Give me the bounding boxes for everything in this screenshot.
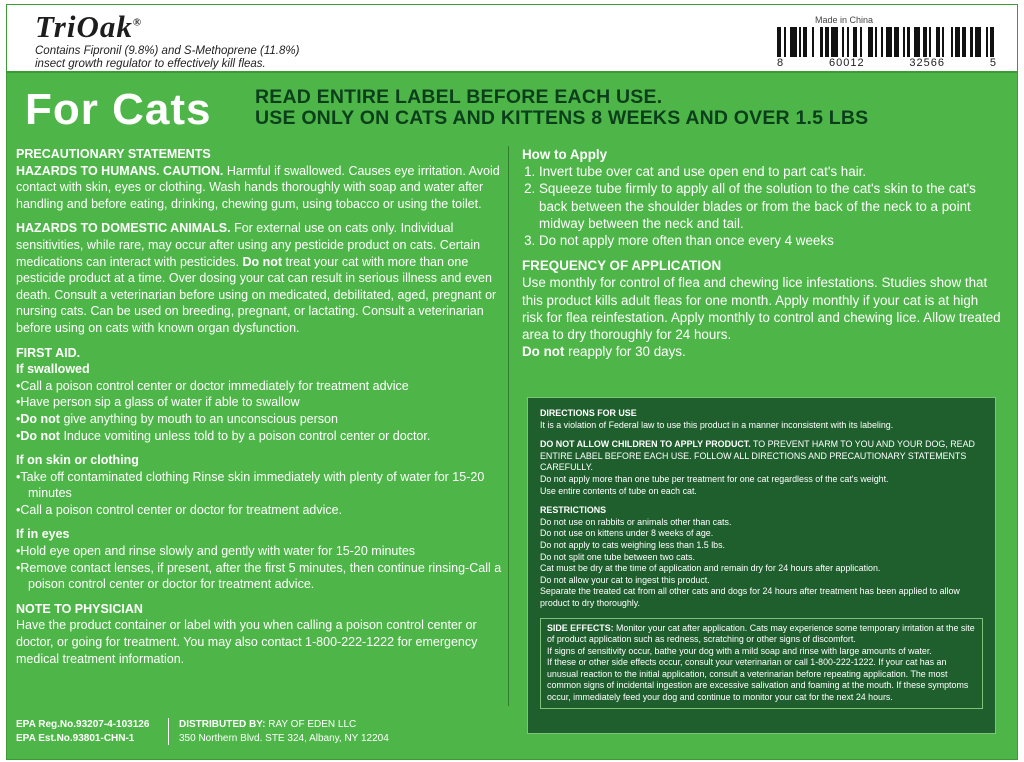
ingredients-statement <box>35 45 299 71</box>
precautionary-heading: PRECAUTIONARY STATEMENTS <box>16 147 211 161</box>
frequency-body: Use monthly for control of flea and chewing lice infestations. Studies show that this product kills adult fleas for one month. Apply monthly if your cat is at high risk for flea reinfestation. Apply monthly to control and chewing lice. Allow treated area to dry thoroughly for 24 hours. <box>522 275 1001 343</box>
if-in-eyes-heading: If in eyes <box>16 527 70 542</box>
hazards-animals-heading: HAZARDS TO DOMESTIC ANIMALS. <box>16 221 231 236</box>
barcode-digit-group: 5 <box>989 57 997 69</box>
list-item-text: Induce vomiting unless told to by a poison control center or doctor. <box>59 428 431 443</box>
hazards-animals <box>16 220 502 336</box>
brand-name: TriOak <box>35 9 133 44</box>
igr-line: insect growth regulator to effectively kill fleas. <box>35 58 266 70</box>
side-effects-box <box>540 618 983 709</box>
left-column <box>16 146 502 667</box>
for-cats-title: For Cats <box>25 85 212 134</box>
directions-heading: DIRECTIONS FOR USE <box>540 408 637 418</box>
restriction-item: Separate the treated cat from all other cats and dogs for 24 hours after treatment has been applied to allow product to dry thoroughly. <box>540 586 960 608</box>
note-to-physician-text: Have the product container or label with you when calling a poison control center or doctor, or going for treatment. You may also contact 1-800-222-1222 for emergency medical treatment information. <box>16 618 478 666</box>
hazards-animals-text: treat your cat with more than one pesticide product at a time. Over dosing your cat can result in serious illness and even death. Consult a veterinarian before using on medicated, debilitated, aged, pregnant or nursing cats. Can be used on breeding, pregnant, or lactating. Consult a veterinarian before using on cats with known organ dysfunction. <box>16 254 497 335</box>
epa-reg-number: EPA Reg.No.93207-4-103126 <box>16 719 150 730</box>
epa-numbers <box>16 718 168 745</box>
restriction-item: Do not use on kittens under 8 weeks of age. <box>540 528 714 539</box>
side-effects-text: If these or other side effects occur, consult your veterinarian or call 1-800-222-1222. If your cat has an unusual reaction to the initial application, consult a veterinarian before repeating application. The most common signs of incidental ingestion are excessive salivation and foaming at the mouth. If these symptoms occur, immediately feed your dog and continue to monitor your cat for the next 24 hours. <box>547 657 969 703</box>
list-item: • Hold eye open and rinse slowly and gently with water for 15-20 minutes <box>16 543 502 560</box>
how-to-apply-steps <box>522 163 1002 249</box>
side-effects-text: If signs of sensitivity occur, bathe your dog with a mild soap and rinse with large amounts of water. <box>547 645 932 656</box>
children-warning-heading: DO NOT ALLOW CHILDREN TO APPLY PRODUCT. <box>540 439 751 450</box>
restriction-item: Do not split one tube between two cats. <box>540 551 695 562</box>
made-in-label: Made in China <box>815 15 874 25</box>
list-item: • Take off contaminated clothing Rinse skin immediately with plenty of water for 15-20 minutes <box>16 469 502 502</box>
note-to-physician-heading: NOTE TO PHYSICIAN <box>16 601 143 616</box>
barcode-digit-group: 60012 <box>828 57 865 69</box>
label-footer <box>16 718 502 745</box>
do-not-emphasis: Do not <box>522 344 565 360</box>
restriction-item: Do not apply to cats weighing less than 1.5 lbs. <box>540 539 726 550</box>
first-aid-heading: FIRST AID. <box>16 345 81 360</box>
read-label-warning <box>255 87 868 129</box>
swallowed-list <box>16 378 502 444</box>
list-item: • Have person sip a glass of water if able to swallow <box>16 394 502 411</box>
dose-line: Use entire contents of tube on each cat. <box>540 485 697 496</box>
hazards-humans-text: Harmful if swallowed. Causes eye irritation. Avoid contact with skin, eyes or clothing. Wash hands thoroughly with soap and water after handling and before eating, drinking, chewing gum, using tobacco or using the toilet. <box>16 163 500 211</box>
distributor-info <box>179 718 502 745</box>
federal-law-text: It is a violation of Federal law to use this product in a manner inconsistent with its labeling. <box>540 419 894 430</box>
side-effects-heading: SIDE EFFECTS: <box>547 622 614 633</box>
restriction-item: Do not allow your cat to ingest this product. <box>540 574 710 585</box>
dose-line: Do not apply more than one tube per treatment for one cat regardless of the cat's weight. <box>540 473 889 484</box>
hazards-humans <box>16 163 502 213</box>
barcode-digit-group: 8 <box>777 57 785 69</box>
frequency-heading: FREQUENCY OF APPLICATION <box>522 258 722 274</box>
if-swallowed-heading: If swallowed <box>16 362 90 377</box>
eyes-list <box>16 543 502 593</box>
reapply-text: reapply for 30 days. <box>564 344 686 360</box>
restriction-item: Cat must be dry at the time of application and remain dry for 24 hours after application. <box>540 563 881 574</box>
barcode-digit-group: 32566 <box>909 57 945 69</box>
epa-est-number: EPA Est.No.93801-CHN-1 <box>16 732 135 744</box>
brand-logo <box>35 9 142 45</box>
hazards-humans-heading: HAZARDS TO HUMANS. CAUTION. <box>16 163 224 178</box>
do-not-emphasis: Do not <box>20 428 60 443</box>
list-item: 2. Squeeze tube firmly to apply all of the solution to the cat's skin to the cat's back between the shoulder blades or from the back of the neck to a point midway between the neck and tail. <box>539 180 1002 232</box>
list-item: 3. Do not apply more often than once every 4 weeks <box>539 232 1002 249</box>
cats-only-line: USE ONLY ON CATS AND KITTENS 8 WEEKS AND OVER 1.5 LBS <box>255 107 869 129</box>
do-not-emphasis: Do not <box>242 254 283 269</box>
skin-list <box>16 469 502 519</box>
footer-divider <box>168 718 169 745</box>
list-item: • Call a poison control center or doctor immediately for treatment advice <box>16 378 502 395</box>
list-item <box>16 428 502 445</box>
distributed-by-label: DISTRIBUTED BY: <box>179 719 266 730</box>
registered-mark: ® <box>132 16 143 29</box>
list-item <box>16 411 502 428</box>
read-label-line: READ ENTIRE LABEL BEFORE EACH USE. <box>255 86 663 108</box>
children-warning-text: TO PREVENT HARM TO YOU AND YOUR DOG, READ ENTIRE LABEL BEFORE EACH USE. FOLLOW ALL DIRECTIONS AND PRECAUTIONARY STATEMENTS CAREFULLY. <box>540 439 975 473</box>
restriction-item: Do not use on rabbits or animals other than cats. <box>540 516 732 527</box>
children-warning <box>540 439 983 474</box>
list-item-text: give anything by mouth to an unconscious person <box>59 411 338 426</box>
do-not-emphasis: Do not <box>20 411 60 426</box>
distributor-name: RAY OF EDEN LLC <box>265 719 357 730</box>
list-item: 1. Invert tube over cat and use open end to part cat's hair. <box>539 163 1002 180</box>
restrictions-heading: RESTRICTIONS <box>540 505 607 516</box>
side-effects-intro <box>547 623 976 646</box>
directions-box <box>527 397 996 734</box>
column-divider <box>508 146 509 706</box>
ingredients-line: Contains Fipronil (9.8%) and S-Methoprene (11.8%) <box>35 45 300 57</box>
right-column <box>522 146 1002 360</box>
if-on-skin-heading: If on skin or clothing <box>16 453 139 468</box>
barcode-digits <box>777 57 997 69</box>
side-effects-text: Monitor your cat after application. Cats may experience some temporary irritation at the site of product application such as redness, scratching or other signs of discomfort. <box>547 622 975 645</box>
hazards-animals-text: For external use on cats only. Individual sensitivities, while rare, may occur after using any pesticide product on cats. Certain medications can interact with pesticides. <box>16 221 481 269</box>
how-to-apply-heading: How to Apply <box>522 147 608 162</box>
distributor-address: 350 Northern Blvd. STE 324, Albany, NY 12204 <box>179 732 389 744</box>
barcode-image <box>777 27 997 57</box>
frequency-text <box>522 274 1002 343</box>
list-item: • Call a poison control center or doctor for treatment advice. <box>16 502 502 519</box>
top-strip <box>7 5 1017 73</box>
list-item: • Remove contact lenses, if present, after the first 5 minutes, then continue rinsing-Call a poison control center or doctor for treatment advice. <box>16 560 502 593</box>
reapply-note <box>522 343 1002 360</box>
